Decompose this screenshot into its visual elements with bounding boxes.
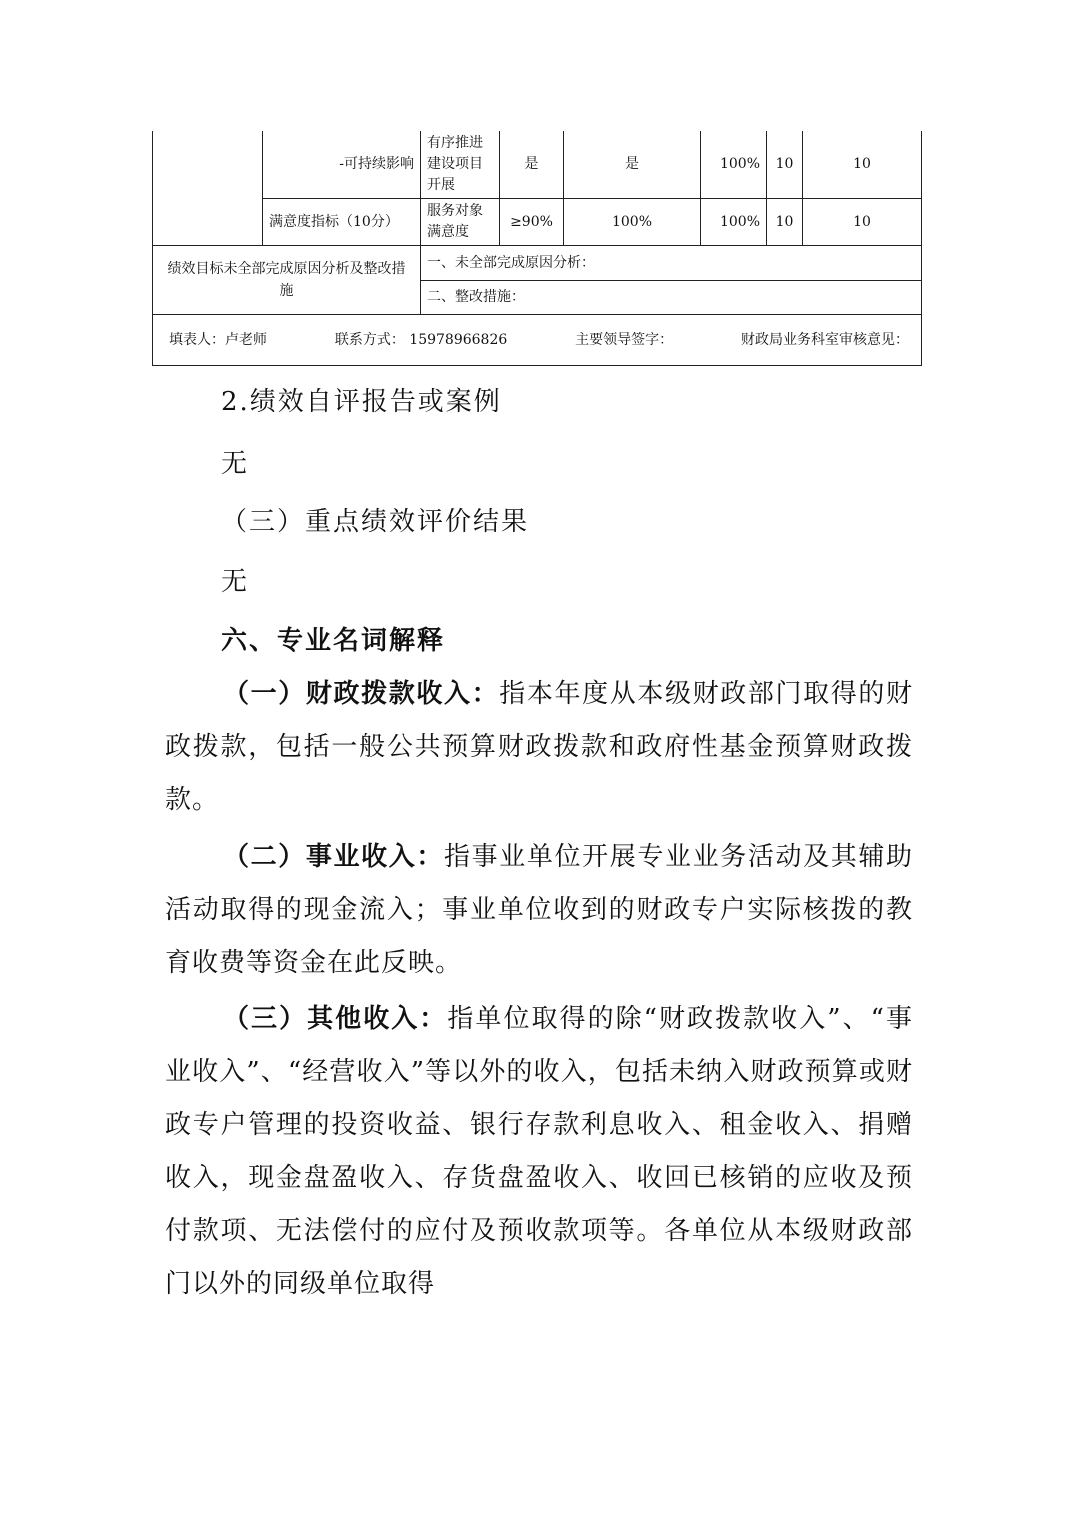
section-body: 无 (221, 567, 250, 597)
rectification-cell: 二、整改措施： (421, 281, 922, 315)
filler-field: 填表人：卢老师 (169, 331, 267, 348)
indicator-cell: -可持续影响 (263, 131, 421, 199)
sub-indicator-cell: 服务对象满意度 (421, 199, 500, 246)
term-label: （二）事业收入： (223, 842, 444, 872)
section-body: 无 (221, 449, 250, 479)
section-heading: 2.绩效自评报告或案例 (221, 387, 502, 417)
score-cell: 10 (803, 131, 922, 199)
table-row (153, 131, 922, 199)
reason-analysis-cell: 一、未全部完成原因分析： (421, 246, 922, 281)
actual-cell: 是 (564, 131, 701, 199)
review-opinion-field: 财政局业务科室审核意见： (740, 331, 909, 348)
blank-category-cell (153, 131, 263, 246)
section-heading: （三）重点绩效评价结果 (221, 507, 530, 537)
table-row (153, 199, 922, 246)
section-heading: 六、专业名词解释 (221, 626, 446, 656)
score-cell: 10 (803, 199, 922, 246)
term-paragraph (165, 993, 913, 1311)
term-definition: 指单位取得的除“财政拨款收入”、“事业收入”、“经营收入”等以外的收入，包括未纳入财政预算或财政专户管理的投资收益、银行存款利息收入、租金收入、捐赠收入，现金盘盈收入、存货盘盈收入、收回已核销的应收及预付款项、无法偿付的应付及预收款项等。各单位从本级财政部门以外的同级单位取得 (165, 1004, 913, 1299)
table-footer-row (153, 315, 922, 366)
term-definition: 指事业单位开展专业业务活动及其辅助活动取得的现金流入；事业单位收到的财政专户实际核拨的教育收费等资金在此反映。 (165, 842, 913, 978)
indicator-cell: 满意度指标（10分） (263, 199, 421, 246)
term-paragraph (165, 668, 913, 827)
weight-cell: 10 (767, 131, 803, 199)
target-cell: ≥90% (500, 199, 564, 246)
term-definition: 指本年度从本级财政部门取得的财政拨款，包括一般公共预算财政拨款和政府性基金预算财政拨款。 (165, 679, 913, 815)
term-label: （一）财政拨款收入： (223, 679, 500, 709)
term-label: （三）其他收入： (223, 1004, 448, 1034)
analysis-label-cell: 绩效目标未全部完成原因分析及整改措施 (153, 246, 421, 315)
rate-cell: 100% (701, 199, 767, 246)
rate-cell: 100% (701, 131, 767, 199)
performance-table (152, 131, 922, 366)
leader-signature-field: 主要领导签字： (575, 331, 674, 348)
table-row (153, 246, 922, 281)
performance-table-section (152, 131, 921, 366)
sub-indicator-cell: 有序推进建设项目开展 (421, 131, 500, 199)
term-paragraph (165, 831, 913, 990)
weight-cell: 10 (767, 199, 803, 246)
contact-field: 联系方式： 15978966826 (334, 331, 508, 348)
actual-cell: 100% (564, 199, 701, 246)
target-cell: 是 (500, 131, 564, 199)
